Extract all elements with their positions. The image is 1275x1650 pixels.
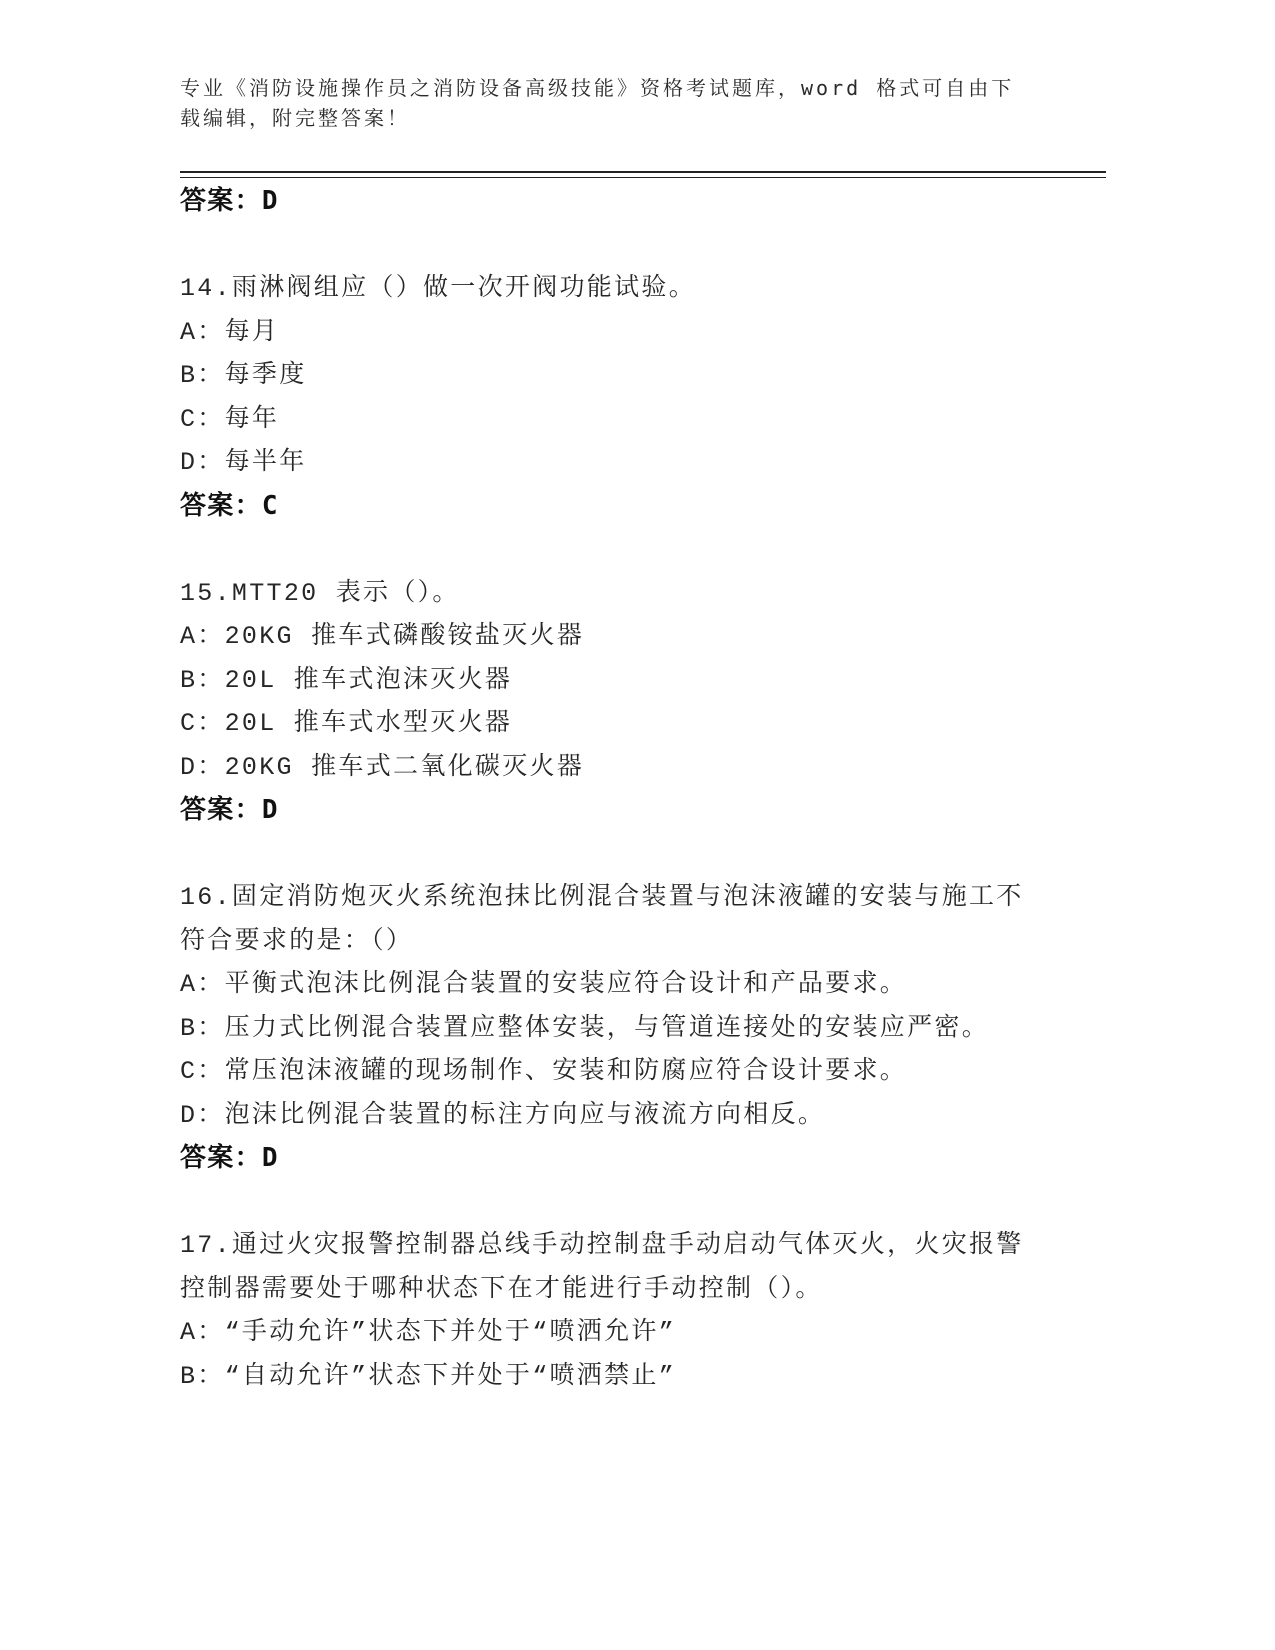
header-double-rule bbox=[180, 171, 1106, 178]
question-stem-continued: 控制器需要处于哪种状态下在才能进行手动控制（）。 bbox=[180, 1274, 823, 1304]
option-c: C：20L 推车式水型灭火器 bbox=[180, 709, 513, 739]
header-text-line: 专业《消防设施操作员之消防设备高级技能》资格考试题库，word 格式可自由下 bbox=[180, 76, 1015, 100]
question-stem: 17.通过火灾报警控制器总线手动控制盘手动启动气体灭火，火灾报警 bbox=[180, 1231, 1024, 1261]
option-b: B：每季度 bbox=[180, 361, 307, 391]
question-list bbox=[180, 180, 1110, 1398]
option-a: A：“手动允许”状态下并处于“喷洒允许” bbox=[180, 1318, 677, 1348]
option-d: D：20KG 推车式二氧化碳灭火器 bbox=[180, 752, 585, 782]
answer-line: 答案：D bbox=[180, 186, 279, 217]
question-stem: 14.雨淋阀组应（）做一次开阀功能试验。 bbox=[180, 274, 697, 304]
option-b: B：20L 推车式泡沫灭火器 bbox=[180, 665, 513, 695]
option-c: C：常压泡沫液罐的现场制作、安装和防腐应符合设计要求。 bbox=[180, 1057, 908, 1087]
question-16 bbox=[180, 876, 1110, 1181]
option-b: B：“自动允许”状态下并处于“喷洒禁止” bbox=[180, 1361, 677, 1391]
option-c: C：每年 bbox=[180, 404, 280, 434]
header-text-line: 载编辑，附完整答案！ bbox=[180, 106, 410, 130]
option-a: A：每月 bbox=[180, 317, 280, 347]
question-15 bbox=[180, 572, 1110, 833]
answer-line: 答案：C bbox=[180, 490, 279, 521]
option-a: A：平衡式泡沫比例混合装置的安装应符合设计和产品要求。 bbox=[180, 970, 908, 1000]
question-14 bbox=[180, 267, 1110, 528]
question-stem: 15.MTT20 表示（）。 bbox=[180, 578, 460, 608]
question-17 bbox=[180, 1224, 1110, 1398]
answer-line: 答案：D bbox=[180, 1143, 279, 1174]
answer-line: 答案：D bbox=[180, 795, 279, 826]
question-stem-continued: 符合要求的是：（） bbox=[180, 926, 414, 956]
option-a: A：20KG 推车式磷酸铵盐灭火器 bbox=[180, 622, 585, 652]
question-stem: 16.固定消防炮灭火系统泡抹比例混合装置与泡沫液罐的安装与施工不 bbox=[180, 883, 1024, 913]
option-b: B：压力式比例混合装置应整体安装，与管道连接处的安装应严密。 bbox=[180, 1013, 990, 1043]
document-header bbox=[180, 73, 1110, 133]
option-d: D：泡沫比例混合装置的标注方向应与液流方向相反。 bbox=[180, 1100, 826, 1130]
option-d: D：每半年 bbox=[180, 448, 307, 478]
